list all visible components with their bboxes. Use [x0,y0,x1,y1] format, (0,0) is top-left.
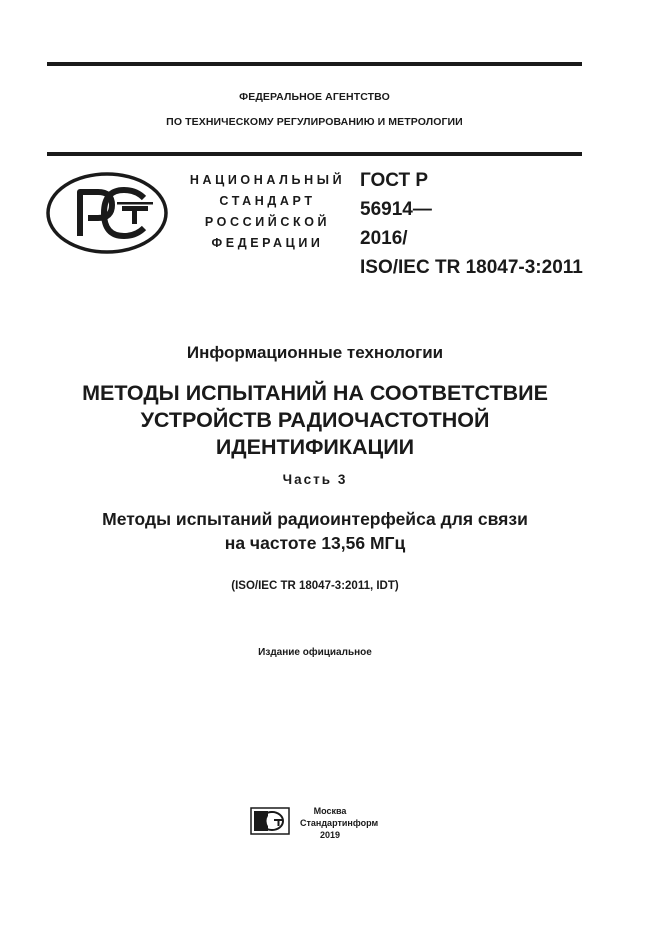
standard-designation [360,166,583,282]
part-title-line: на частоте 13,56 МГц [224,533,406,553]
edition-label: Издание официальное [258,647,372,658]
title-line: МЕТОДЫ ИСПЫТАНИЙ НА СООТВЕТСТВИЕ [82,381,548,405]
designation-line: ГОСТ Р [360,170,429,191]
title-line: УСТРОЙСТВ РАДИОЧАСТОТНОЙ [140,408,490,432]
publisher-city: Москва [313,806,347,816]
standard-type-label [180,170,355,254]
part-title [40,507,590,555]
agency-name-line-1: ФЕДЕРАЛЬНОЕ АГЕНТСТВО [239,91,390,103]
top-rule [47,62,582,66]
document-subtitle: Информационные технологии [186,343,444,362]
standard-type-line: РОССИЙСКОЙ [204,215,331,229]
designation-line: 56914— [360,199,432,220]
document-title [40,380,590,461]
standartinform-logo-icon [250,807,290,835]
designation-line: ISO/IEC TR 18047-3:2011 [360,257,583,278]
international-reference: (ISO/IEC TR 18047-3:2011, IDT) [231,580,399,592]
publisher-info [300,805,379,841]
agency-name-line-2: ПО ТЕХНИЧЕСКОМУ РЕГУЛИРОВАНИЮ И МЕТРОЛОГИИ [166,116,463,128]
designation-line: 2016/ [360,228,408,249]
standard-type-line: НАЦИОНАЛЬНЫЙ [189,173,346,187]
standard-type-line: СТАНДАРТ [219,194,316,208]
title-line: ИДЕНТИФИКАЦИИ [215,435,415,459]
part-label: Часть 3 [282,472,348,487]
gost-r-certification-mark-icon [44,170,172,256]
publication-year: 2019 [319,830,341,840]
part-title-line: Методы испытаний радиоинтерфейса для связи [102,509,528,529]
publisher-name: Стандартинформ [300,818,379,828]
standard-type-line: ФЕДЕРАЦИИ [211,236,324,250]
middle-rule [47,152,582,156]
